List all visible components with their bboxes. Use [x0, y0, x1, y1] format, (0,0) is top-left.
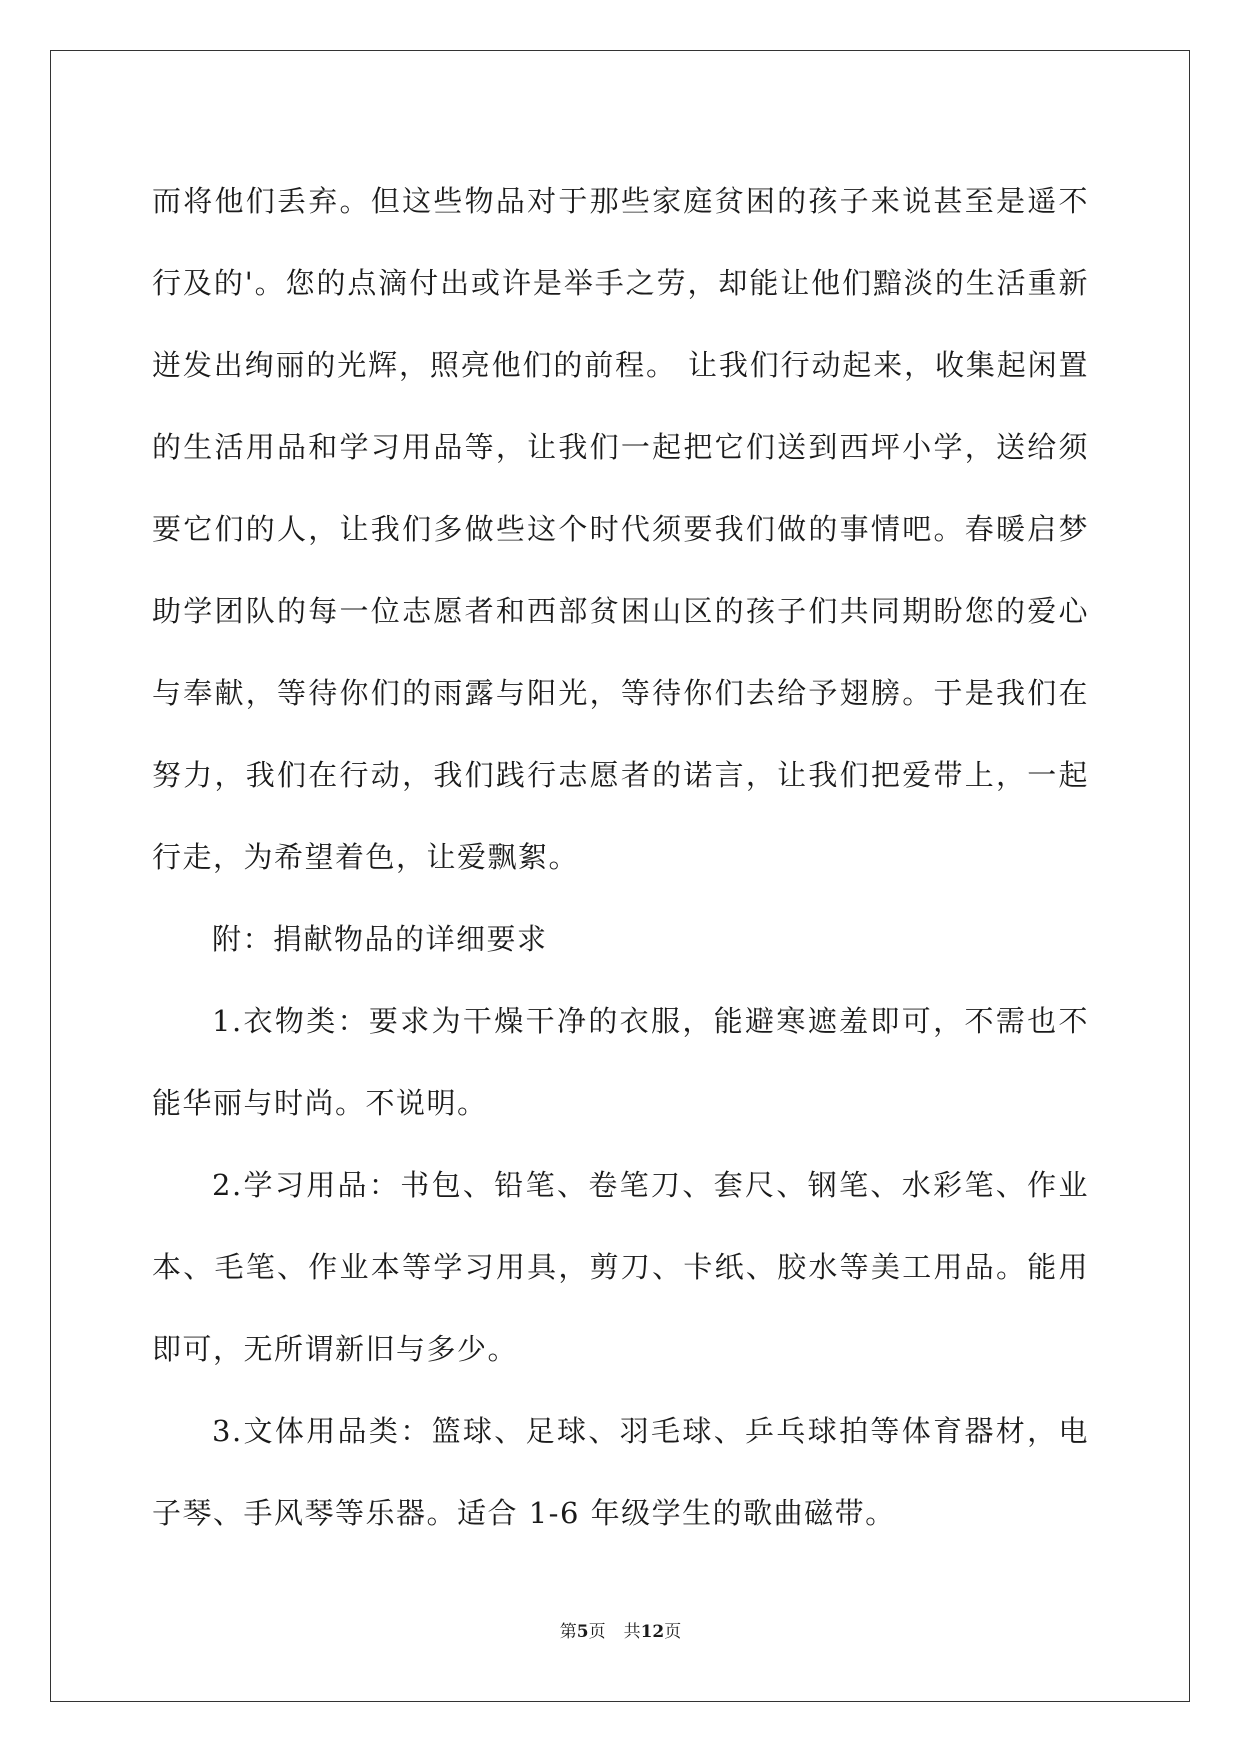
page-footer: [0, 1620, 1241, 1644]
paragraph-item-study-supplies: 2.学习用品：书包、铅笔、卷笔刀、套尺、钢笔、水彩笔、作业本、毛笔、作业本等学习用具，剪刀、卡纸、胶水等美工用品。能用即可，无所谓新旧与多少。: [152, 1168, 1089, 1366]
footer-total-prefix: 共: [623, 1622, 641, 1642]
paragraph-item-sports-supplies: 3.文体用品类：篮球、足球、羽毛球、乒乓球拍等体育器材，电子琴、手风琴等乐器。适合 1-6 年级学生的歌曲磁带。: [152, 1414, 1089, 1530]
current-page-number: 5: [576, 1622, 589, 1642]
paragraph-item-clothing: 1.衣物类：要求为干燥干净的衣服，能避寒遮羞即可，不需也不能华丽与时尚。不说明。: [152, 1004, 1089, 1120]
footer-prefix: 第: [559, 1622, 577, 1642]
total-pages-number: 12: [640, 1622, 665, 1642]
footer-page-unit: 页: [588, 1622, 606, 1642]
paragraph-appendix-heading: 附：捐献物品的详细要求: [212, 922, 548, 956]
footer-total-unit: 页: [664, 1622, 682, 1642]
paragraph: 而将他们丢弃。但这些物品对于那些家庭贫困的孩子来说甚至是遥不行及的'。您的点滴付出或许是举手之劳，却能让他们黯淡的生活重新迸发出绚丽的光辉，照亮他们的前程。 让我们行动起来，收集起闲置的生活用品和学习用品等，让我们一起把它们送到西坪小学，送给须要它们的人，让我们多做些这个时代须要我们做的事情吧。春暖启梦助学团队的每一位志愿者和西部贫困山区的孩子们共同期盼您的爱心与奉献，等待你们的雨露与阳光，等待你们去给予翅膀。于是我们在努力，我们在行动，我们践行志愿者的诺言，让我们把爱带上，一起行走，为希望着色，让爱飘絮。: [152, 184, 1089, 874]
document-body: [152, 160, 1089, 1554]
